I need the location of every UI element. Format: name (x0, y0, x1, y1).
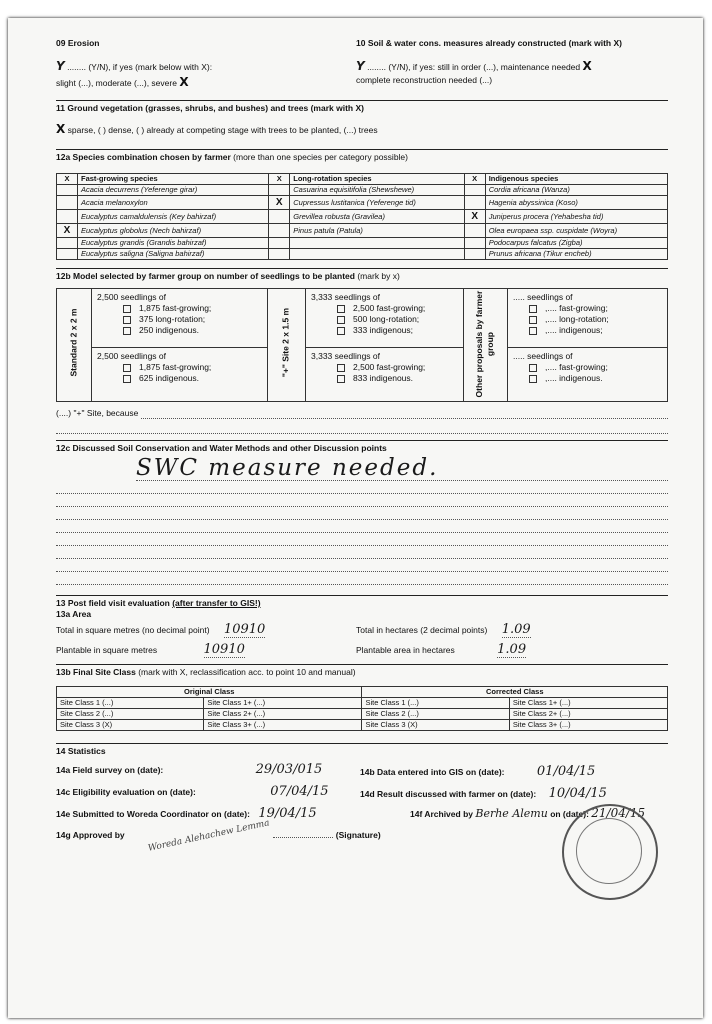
swc-title: 10 Soil & water cons. measures already constructed (mark with X) (356, 38, 622, 48)
species-row (57, 210, 668, 224)
site-class-cell[interactable]: Site Class 3 (X) (362, 720, 509, 731)
species-mark-cell[interactable] (464, 224, 485, 238)
maintenance-mark: X (582, 59, 592, 74)
post-visit-title: 13 Post field visit evaluation (56, 598, 170, 609)
archived-date: 21/04/15 (591, 806, 646, 821)
species-mark-cell[interactable] (57, 238, 78, 249)
survey-form (56, 38, 668, 858)
option-label: ,.... indigenous; (545, 325, 603, 336)
site-class-cell[interactable]: Site Class 3 (X) (57, 720, 204, 731)
original-class-header: Original Class (57, 687, 362, 698)
option-checkbox[interactable] (123, 327, 131, 335)
species-mark-cell[interactable]: X (269, 196, 290, 210)
site-class-cell[interactable]: Site Class 1+ (...) (204, 698, 362, 709)
site-class-cell[interactable]: Site Class 3+ (...) (509, 720, 667, 731)
archived-label: 14f Archived by (410, 809, 473, 820)
species-mark-cell[interactable] (464, 185, 485, 196)
vegetation-title: 11 Ground vegetation (grasses, shrubs, and bushes) and trees (mark with X) (56, 103, 364, 113)
option-checkbox[interactable] (337, 375, 345, 383)
site-class-cell[interactable]: Site Class 2+ (...) (509, 709, 667, 720)
species-name-cell: Juniperus procera (Yehabesha tid) (485, 210, 667, 224)
seedling-option (337, 362, 425, 373)
seedling-option (529, 373, 608, 384)
species-name-cell: Eucalyptus globolus (Nech bahirzaf) (78, 224, 269, 238)
species-table (56, 173, 668, 260)
species-row (57, 238, 668, 249)
option-checkbox[interactable] (529, 316, 537, 324)
plus-a-head: 3,333 seedlings of (311, 292, 380, 303)
std-b-head: 2,500 seedlings of (97, 351, 166, 362)
species-name-cell: Eucalyptus grandis (Grandis bahirzaf) (78, 238, 269, 249)
option-label: 500 long-rotation; (353, 314, 420, 325)
seedling-option (529, 325, 609, 336)
species-mark-cell[interactable]: X (57, 224, 78, 238)
species-mark-cell[interactable] (269, 249, 290, 260)
seedling-option (123, 373, 211, 384)
option-label: 1,875 fast-growing; (139, 303, 212, 314)
approved-label: 14g Approved by (56, 830, 125, 841)
farmer-discussion-date: 10/04/15 (548, 786, 607, 802)
species-name-cell (290, 238, 464, 249)
other-proposals-label: Other proposals by farmer group (473, 290, 495, 398)
submitted-label: 14e Submitted to Woreda Coordinator on (date): (56, 809, 250, 820)
site-class-cell[interactable]: Site Class 2 (...) (57, 709, 204, 720)
species-mark-cell[interactable] (464, 238, 485, 249)
species-name-cell: Casuarina equisitifolia (Shewshewe) (290, 185, 464, 196)
site-class-row (57, 698, 668, 709)
species-name-cell (290, 249, 464, 260)
seedling-option (529, 362, 608, 373)
signature-label: (Signature) (335, 830, 381, 841)
option-checkbox[interactable] (529, 364, 537, 372)
plantable-sqm-value: 10910 (203, 642, 245, 658)
site-class-cell[interactable]: Site Class 1 (...) (57, 698, 204, 709)
submitted-date: 19/04/15 (258, 806, 317, 822)
std-a-head: 2,500 seedlings of (97, 292, 166, 303)
eligibility-label: 14c Eligibility evaluation on (date): (56, 787, 196, 798)
species-name-cell: Prunus africana (Tikur encheb) (485, 249, 667, 260)
option-checkbox[interactable] (123, 364, 131, 372)
model-grid (56, 288, 668, 402)
gis-entry-label: 14b Data entered into GIS on (date): (360, 767, 505, 778)
plantable-sqm-label: Plantable in square metres (56, 645, 158, 656)
option-checkbox[interactable] (123, 316, 131, 324)
seedling-option (337, 325, 425, 336)
species-name-cell: Pinus patula (Patula) (290, 224, 464, 238)
seedling-option (123, 362, 211, 373)
erosion-severity: slight (...), moderate (...), severe (56, 77, 177, 88)
sparse-mark: X (56, 122, 66, 137)
total-sqm-value: 10910 (223, 622, 266, 638)
final-class-title: 13b Final Site Class (56, 667, 136, 678)
statistics-title: 14 Statistics (56, 746, 106, 757)
option-checkbox[interactable] (529, 327, 537, 335)
seedling-option (337, 373, 425, 384)
species-col-header: X (464, 174, 485, 185)
species-mark-cell[interactable] (464, 249, 485, 260)
standard-label: Standard 2 x 2 m (68, 308, 79, 377)
option-label: 375 long-rotation; (139, 314, 206, 325)
option-label: 333 indigenous; (353, 325, 414, 336)
species-mark-cell[interactable]: X (464, 210, 485, 224)
other-a-head: ..... seedlings of (513, 292, 573, 303)
species-row (57, 224, 668, 238)
seedling-option (123, 325, 211, 336)
option-label: 833 indigenous. (353, 373, 414, 384)
eligibility-date: 07/04/15 (270, 784, 329, 800)
total-ha-value: 1.09 (501, 622, 531, 638)
option-label: ,.... long-rotation; (545, 314, 609, 325)
erosion-question: ........ (Y/N), if yes (mark below with X): (67, 62, 213, 73)
option-label: 2,500 fast-growing; (353, 362, 426, 373)
species-col-header: X (269, 174, 290, 185)
option-checkbox[interactable] (529, 375, 537, 383)
other-b-head: ..... seedlings of (513, 351, 573, 362)
plus-site-label: "+" Site 2 x 1.5 m (280, 307, 291, 378)
model-subtitle: (mark by x) (357, 271, 400, 282)
species-mark-cell[interactable] (269, 210, 290, 224)
species-row (57, 196, 668, 210)
archived-on-label: on (date): (550, 809, 589, 820)
option-checkbox[interactable] (337, 364, 345, 372)
seedling-option (337, 303, 425, 314)
gis-entry-date: 01/04/15 (536, 764, 596, 780)
species-mark-cell[interactable] (269, 238, 290, 249)
archived-by-name: Berhe Alemu (475, 807, 548, 821)
vegetation-options: sparse, ( ) dense, ( ) already at competing stage with trees to be planted, (...) trees (67, 125, 378, 136)
total-ha-label: Total in hectares (2 decimal points) (356, 625, 488, 636)
seedling-option (529, 303, 609, 314)
species-name-cell: Acacia decurrens (Yeferenge girar) (78, 185, 269, 196)
corrected-class-header: Corrected Class (362, 687, 668, 698)
area-title: 13a Area (56, 609, 92, 620)
model-title: 12b Model selected by farmer group on number of seedlings to be planted (56, 271, 355, 282)
discussion-handwriting: SWC measure needed. (136, 454, 668, 481)
post-visit-note: (after transfer to GIS!) (172, 598, 261, 609)
option-label: 250 indigenous. (139, 325, 200, 336)
option-label: 1,875 fast-growing; (139, 362, 212, 373)
species-name-cell: Olea europaea ssp. cuspidate (Woyra) (485, 224, 667, 238)
species-mark-cell[interactable] (464, 196, 485, 210)
plus-b-head: 3,333 seedlings of (311, 351, 380, 362)
species-mark-cell[interactable] (57, 210, 78, 224)
species-mark-cell[interactable] (269, 185, 290, 196)
option-checkbox[interactable] (337, 327, 345, 335)
option-label: 2,500 fast-growing; (353, 303, 426, 314)
species-col-header: Indigenous species (485, 174, 667, 185)
species-mark-cell[interactable] (57, 196, 78, 210)
species-name-cell: Eucalyptus saligna (Saligna bahirzaf) (78, 249, 269, 260)
species-title: 12a Species combination chosen by farmer (56, 152, 231, 162)
plus-site-because: (....) "+" Site, because (56, 408, 139, 419)
swc-question: ........ (Y/N), if yes: still in order (...), maintenance needed (367, 62, 581, 73)
species-name-cell: Acacia melanoxylon (78, 196, 269, 210)
site-class-cell[interactable]: Site Class 3+ (...) (204, 720, 362, 731)
species-subtitle: (more than one species per category possible) (233, 152, 408, 162)
discussion-title: 12c Discussed Soil Conservation and Water Methods and other Discussion points (56, 443, 387, 454)
species-row (57, 249, 668, 260)
site-class-cell[interactable]: Site Class 2 (...) (362, 709, 509, 720)
swc-answer: Y (356, 59, 365, 74)
approval-stamp-text: Woreda Alehachew Lemma (147, 818, 271, 855)
site-class-table (56, 686, 668, 731)
option-checkbox[interactable] (123, 375, 131, 383)
species-name-cell: Eucalyptus camaldulensis (Key bahirzaf) (78, 210, 269, 224)
site-class-row (57, 709, 668, 720)
option-label: ,.... indigenous. (545, 373, 603, 384)
species-mark-cell[interactable] (269, 224, 290, 238)
option-label: ,.... fast-growing; (545, 362, 608, 373)
plantable-ha-label: Plantable area in hectares (356, 645, 455, 656)
seedling-option (337, 314, 425, 325)
official-seal (562, 804, 658, 900)
site-class-cell[interactable]: Site Class 1 (...) (362, 698, 509, 709)
site-class-row (57, 720, 668, 731)
option-checkbox[interactable] (337, 316, 345, 324)
species-mark-cell[interactable] (57, 185, 78, 196)
species-col-header: Fast-growing species (78, 174, 269, 185)
species-mark-cell[interactable] (57, 249, 78, 260)
option-label: 625 indigenous. (139, 373, 200, 384)
species-name-cell: Grevillea robusta (Gravilea) (290, 210, 464, 224)
erosion-answer: Y (56, 59, 65, 74)
option-checkbox[interactable] (123, 305, 131, 313)
species-name-cell: Hagenia abyssinica (Koso) (485, 196, 667, 210)
seedling-option (123, 303, 211, 314)
erosion-title: 09 Erosion (56, 38, 100, 48)
field-survey-label: 14a Field survey on (date): (56, 765, 164, 776)
field-survey-date: 29/03/015 (255, 762, 323, 778)
seedling-option (529, 314, 609, 325)
final-class-note: (mark with X, reclassification acc. to point 10 and manual) (138, 667, 356, 678)
swc-reconstruction: complete reconstruction needed (...) (356, 74, 493, 85)
farmer-discussion-label: 14d Result discussed with farmer on (date): (360, 789, 537, 800)
plantable-ha-value: 1.09 (497, 642, 527, 658)
option-checkbox[interactable] (529, 305, 537, 313)
species-col-header: Long-rotation species (290, 174, 464, 185)
species-name-cell: Podocarpus falcatus (Zigba) (485, 238, 667, 249)
option-label: ,.... fast-growing; (545, 303, 608, 314)
species-name-cell: Cupressus lustitanica (Yeferenge tid) (290, 196, 464, 210)
site-class-cell[interactable]: Site Class 1+ (...) (509, 698, 667, 709)
species-name-cell: Cordia africana (Wanza) (485, 185, 667, 196)
species-row (57, 185, 668, 196)
species-col-header: X (57, 174, 78, 185)
total-sqm-label: Total in square metres (no decimal point) (56, 625, 210, 636)
seedling-option (123, 314, 211, 325)
severe-mark: X (179, 74, 189, 89)
option-checkbox[interactable] (337, 305, 345, 313)
site-class-cell[interactable]: Site Class 2+ (...) (204, 709, 362, 720)
